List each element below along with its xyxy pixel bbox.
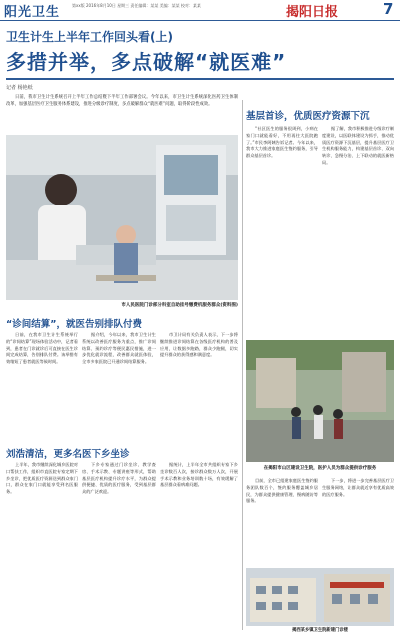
page-number: 7 — [383, 0, 394, 18]
building-photo-illustration — [246, 568, 394, 626]
headline: 多措并举，多点破解“就医难” — [6, 50, 287, 74]
street-photo-caption: 在揭阳市山区建设卫生院，医护人员为群众提供诊疗服务 — [263, 466, 377, 471]
byline: 记者 杨艳纸 — [6, 85, 33, 91]
section3-column-2: 据了解，我市积极推进分级诊疗制度建设，以医联体建设为抓手，推动优质医疗资源下沉基层，提升基层医疗卫生机构服务能力，构建基层首诊、双向转诊、急慢分治、上下联动的就医新格局。 — [322, 126, 394, 165]
section3-column-3: 目前，全市已组建家庭医生签约服务团队数百个，签约服务覆盖城乡居民，为群众提供健康管理、慢病随访等服务。 — [246, 478, 318, 504]
section-name: 阳光卫生 — [4, 5, 61, 20]
section1-title: “诊间结算”，就医告别排队付费 — [6, 319, 142, 330]
main-photo — [6, 135, 238, 300]
column-divider — [242, 100, 243, 630]
photo-illustration — [6, 135, 238, 300]
section2-column-1: 上半年，我市继续深化城乡医院对口帮扶工作，组织市直医院专家定期下乡坐诊，把优质医疗资源送到群众家门口，群众在家门口就能享受到名医服务。 — [6, 462, 78, 495]
section3-column-4: 下一步，将进一步完善基层医疗卫生服务网络，让群众就近享有优质高效的医疗服务。 — [322, 478, 394, 497]
newspaper-logo: 揭阳日报 — [286, 5, 339, 20]
section3-title: 基层首诊，优质医疗资源下沉 — [246, 111, 370, 122]
street-photo — [246, 340, 394, 462]
section2-title: 刘浩清洁，更多名医下乡坐诊 — [6, 449, 130, 460]
section1-column-3: 市卫计局有关负责人表示，下一步将继续推进诊间结算在各级医疗机构的普及应用，让数据多跑路，群众少跑腿，切实提升群众的获得感和满意度。 — [160, 332, 238, 358]
section1-column-2: 据介绍，今年以来，我市卫生计生系统以改善医疗服务为重点，推广诊间结算、预约诊疗等便民惠民措施，进一步优化就诊流程，改善群众就医体验，全市多家医院已开通诊间结算服务。 — [82, 332, 156, 365]
headline-rule — [6, 78, 394, 80]
section2-column-3: 据统计，上半年全市共组织专家下乡坐诊数百人次，接诊群众数万人次，开展手术示教和业务培训数十场，有效缓解了基层群众看病难问题。 — [160, 462, 238, 488]
main-photo-caption: 市人民医院门诊部分科室自助挂号缴费机服务群众(资料图) — [121, 303, 238, 308]
section1-column-1: 日前，在我市卫生计生系统举行的“诊间结算”现场体验活动中，记者看到，患者在门诊就诊后可直接在医生诊间完成结算，告别排队付费。该举措有效缩短了患者就医等候时间。 — [6, 332, 78, 365]
lead-paragraph: 日前，我市卫生计生系统召开上半年工作总结暨下半年工作部署会议。今年以来，市卫生计生系统深化医药卫生体制改革，加强基层医疗卫生服务体系建设，推进分级诊疗制度，多点破解群众“就医难”问题，取得阶段性成效。 — [6, 95, 238, 107]
street-photo-illustration — [246, 340, 394, 462]
issue-info: 第xx版 2016年8月10日 星期三 责任编辑：某某 美编：某某 校对：某某 — [72, 3, 201, 8]
building-photo-caption: 揭西某乡镇卫生院新建门诊楼 — [292, 628, 348, 633]
section3-column-1: “社区医生的服务很周到，小病在家门口就能看好，不用再往大医院跑了。”市民李阿姨告诉记者。今年以来，我市大力推进家庭医生签约服务，引导群众基层首诊。 — [246, 126, 318, 159]
section2-column-2: 下乡专家通过门诊坐诊、教学查房、手术示教、专题讲座等形式，帮助基层医疗机构提升诊疗水平，为群众提供便捷、优质的医疗服务，受到基层群众的广泛欢迎。 — [82, 462, 156, 495]
building-photo — [246, 568, 394, 626]
kicker-title: 卫生计生上半年工作回头看(上) — [6, 30, 173, 44]
